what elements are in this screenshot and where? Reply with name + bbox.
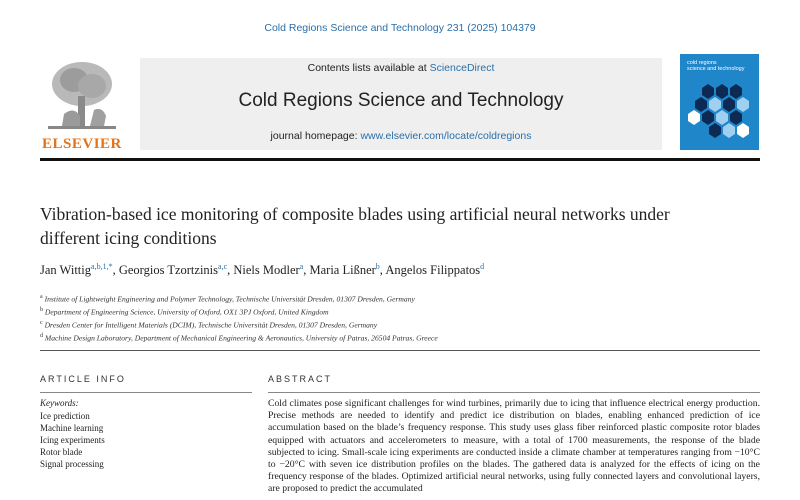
- keywords-heading: Keywords:: [40, 398, 79, 408]
- journal-banner: [140, 58, 662, 150]
- abstract-heading: ABSTRACT: [268, 374, 333, 384]
- author-name[interactable]: Jan Wittig: [40, 263, 92, 278]
- journal-citation[interactable]: Cold Regions Science and Technology 231 (2025) 104379: [264, 22, 536, 34]
- affiliation-marker: c: [40, 320, 43, 327]
- journal-homepage-link[interactable]: www.elsevier.com/locate/coldregions: [360, 130, 532, 142]
- keyword-item: Machine learning: [40, 423, 104, 433]
- affiliation-item: [40, 318, 740, 331]
- author-name[interactable]: Niels Modler: [233, 263, 300, 278]
- affiliation-text: Dresden Center for Intelligent Materials (DCIM), Technische Universität Dresden, 01307 Dresden, Germany: [42, 320, 378, 330]
- affiliation-text: Institute of Lightweight Engineering and Polymer Technology, Technische Universität Dresden, 01307 Dresden, Germany: [42, 294, 415, 304]
- masthead-divider: [40, 158, 760, 161]
- author-affiliation-marker[interactable]: a: [299, 262, 304, 271]
- cover-title-line1: cold regions: [687, 60, 717, 66]
- journal-title: Cold Regions Science and Technology: [238, 90, 564, 111]
- journal-cover-image[interactable]: [680, 54, 759, 150]
- author-separator: ,: [112, 263, 119, 278]
- author-name[interactable]: Angelos Filippatos: [385, 263, 481, 278]
- cover-hexagon-pattern: [680, 54, 759, 150]
- abstract-text: Cold climates pose significant challenges for wind turbines, primarily due to icing that influence electrical energy production. Precise methods are needed to identify and predict ice distribution on blades, enabling enhanced prediction of ice accumulation based on the blade’s frequency response. This study uses glass fiber reinforced plastic composite rotor blades equipped with actuators and accelerometers to measure, with a total of 1700 measurements, the response of the blade subjected to icing. Small-scale icing experiments are conducted inside a climate chamber at temperatures ranging from −10°C to −20°C with seven ice distribution profiles on the blades. The gathered data is analyzed for the effects of icing on the frequency response of the blades. Optimized artificial neural networks, using fully connected layers and convolutional layers, are proposed to predict the accumulated: [268, 398, 760, 495]
- keyword-item: Rotor blade: [40, 447, 83, 457]
- keyword-item: Signal processing: [40, 459, 104, 469]
- author-affiliation-marker[interactable]: b: [375, 262, 380, 271]
- author-separator: ,: [379, 263, 386, 278]
- affiliation-item: [40, 292, 740, 305]
- homepage-prefix: journal homepage:: [270, 130, 361, 142]
- affiliation-item: [40, 305, 740, 318]
- elsevier-wordmark: ELSEVIER: [42, 136, 122, 152]
- keyword-list: [40, 410, 105, 470]
- author-name[interactable]: Maria Lißner: [309, 263, 376, 278]
- affiliation-marker: b: [40, 307, 43, 314]
- contents-line: [140, 62, 662, 74]
- author-affiliation-marker[interactable]: d: [480, 262, 485, 271]
- affiliation-text: Department of Engineering Science, University of Oxford, OX1 3PJ Oxford, United Kingdom: [43, 307, 329, 317]
- author-separator: ,: [227, 263, 234, 278]
- paper-title: Vibration-based ice monitoring of composite blades using artificial neural networks under different icing conditions: [40, 204, 670, 248]
- affiliation-marker: a: [40, 294, 43, 300]
- affiliation-divider: [40, 350, 760, 351]
- masthead: [40, 54, 760, 158]
- contents-prefix: Contents lists available at: [307, 62, 430, 74]
- affiliation-marker: d: [40, 333, 43, 340]
- author-affiliation-marker[interactable]: a,c: [218, 262, 228, 271]
- author-name[interactable]: Georgios Tzortzinis: [118, 263, 219, 278]
- elsevier-logo[interactable]: [40, 54, 124, 154]
- author-affiliation-marker[interactable]: a,b,1,*: [91, 262, 113, 271]
- sciencedirect-link[interactable]: ScienceDirect: [429, 62, 495, 74]
- abstract-rule: [268, 392, 760, 393]
- elsevier-tree-icon: [44, 56, 120, 132]
- keyword-item: Ice prediction: [40, 411, 90, 421]
- author-separator: ,: [303, 263, 310, 278]
- affiliation-item: [40, 331, 740, 344]
- article-info-rule: [40, 392, 252, 393]
- affiliation-text: Machine Design Laboratory, Department of Mechanical Engineering & Aeronautics, University of Patras, 26504 Patras, Greece: [43, 333, 438, 343]
- homepage-line: [140, 130, 662, 142]
- author-list: [40, 262, 484, 278]
- cover-title-line2: science and technology: [687, 66, 745, 72]
- affiliation-list: [40, 292, 740, 344]
- article-info-heading: ARTICLE INFO: [40, 374, 126, 384]
- keyword-item: Icing experiments: [40, 435, 105, 445]
